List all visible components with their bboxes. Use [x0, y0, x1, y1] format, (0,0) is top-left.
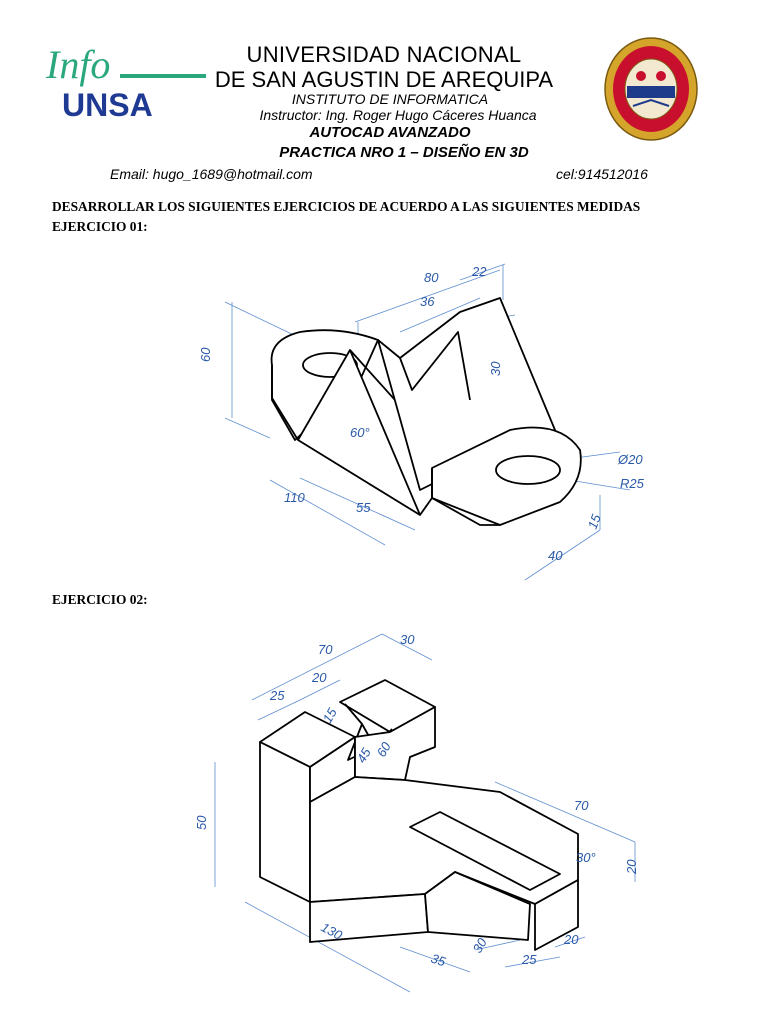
exercise1-isometric-drawing [0, 240, 768, 590]
dim-80: 80 [424, 270, 439, 285]
dim-35: 35 [429, 950, 448, 970]
dim-30: 30 [488, 361, 503, 376]
university-name-line1: UNIVERSIDAD NACIONAL [246, 42, 522, 67]
dim-50-height: 50 [194, 815, 209, 830]
dim-20-right: 20 [624, 859, 639, 874]
dim-55: 55 [356, 500, 371, 515]
university-name-line2: DE SAN AGUSTIN DE AREQUIPA [214, 67, 554, 92]
svg-text:Info: Info [46, 42, 111, 87]
dim-20-bottom: 20 [564, 932, 579, 947]
dim-36: 36 [420, 294, 435, 309]
svg-text:UNSA: UNSA [62, 87, 153, 123]
university-seal [603, 36, 699, 142]
dim-70-slot: 70 [574, 798, 589, 813]
exercise2-part-outline [260, 680, 578, 950]
dim-60-notch: 60 [373, 739, 394, 760]
dim-60-height: 60 [198, 347, 213, 362]
dim-30-bottom: 30 [469, 935, 490, 956]
exercise-instruction: DESARROLLAR LOS SIGUIENTES EJERCICIOS DE ACUERDO A LAS SIGUIENTES MEDIDAS [52, 199, 641, 214]
dim-30-top: 30 [400, 632, 415, 647]
dim-15-notch: 15 [319, 705, 340, 726]
document-header [0, 0, 768, 195]
institute-name: INSTITUTO DE INFORMATICA [291, 91, 489, 107]
dim-60-degrees: 60° [350, 425, 370, 440]
dim-130: 130 [318, 919, 345, 943]
dim-15: 15 [584, 512, 604, 532]
course-title: AUTOCAD AVANZADO [309, 124, 471, 141]
dim-25-top: 25 [270, 688, 285, 703]
exercise1-part-outline [272, 298, 581, 525]
exercise2-isometric-drawing [0, 612, 768, 1022]
email-contact: Email: hugo_1689@hotmail.com [110, 166, 313, 182]
exercise1-label: EJERCICIO 01: [52, 219, 148, 234]
dim-45-notch: 45 [353, 745, 374, 766]
dim-70-top: 70 [318, 642, 333, 657]
dim-30-degrees: 30° [576, 850, 596, 865]
instructor-name: Instructor: Ing. Roger Hugo Cáceres Huanca [259, 107, 537, 123]
dim-20-top: 20 [312, 670, 327, 685]
dim-25-bottom: 25 [522, 952, 537, 967]
dim-radius-25: R25 [620, 476, 644, 491]
practice-title: PRACTICA NRO 1 – DISEÑO EN 3D [279, 144, 529, 161]
dim-40: 40 [548, 548, 563, 563]
dim-diameter-20: Ø20 [618, 452, 643, 467]
exercise2-label: EJERCICIO 02: [52, 592, 148, 607]
dim-110: 110 [284, 490, 305, 505]
phone-contact: cel:914512016 [556, 166, 648, 182]
dim-22: 22 [472, 264, 487, 279]
